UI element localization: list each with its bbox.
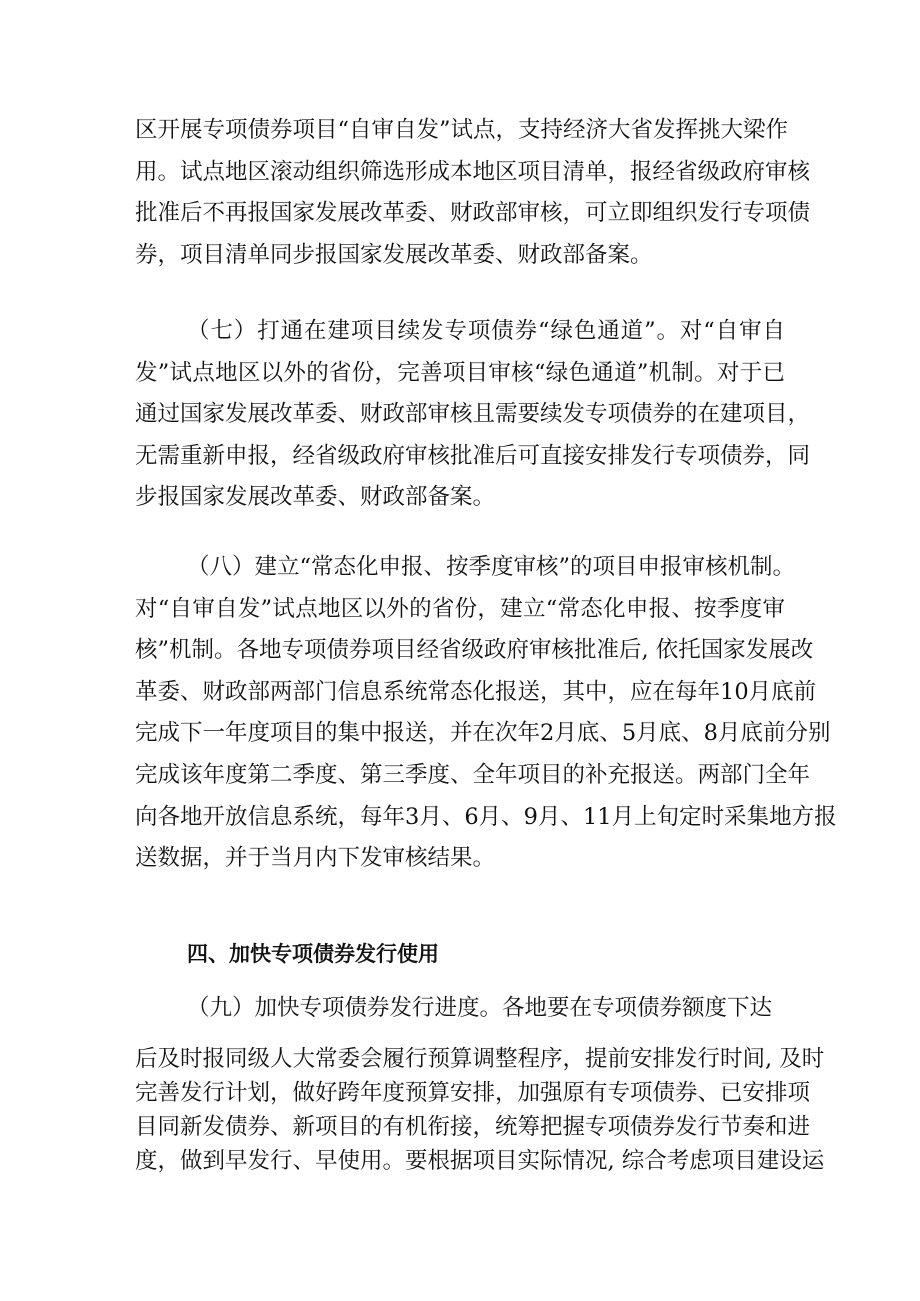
text-line: 通过国家发展改革委、财政部审核且需要续发专项债券的在建项目， [135, 401, 811, 428]
text-line: （九）加快专项债券发行进度。各地要在专项债券额度下达 [187, 995, 773, 1021]
text-line: 对“自审自发”试点地区以外的省份，建立“常态化申报、按季度审 [135, 595, 785, 622]
text-line: 区开展专项债券项目“自审自发”试点，支持经济大省发挥挑大梁作 [135, 117, 789, 143]
paragraph-item-nine-lead [135, 988, 785, 1030]
paragraph-item-seven [135, 311, 811, 519]
paragraph-item-eight [135, 547, 837, 880]
text-line: 无需重新申报，经省级政府审核批准后可直接安排发行专项债券，同 [135, 442, 811, 469]
section-heading: 四、加快专项债券发行使用 [187, 942, 439, 966]
text-line: 核”机制。各地专项债券项目经省级政府审核批准后, 依托国家发展改 [135, 637, 814, 664]
text-line: 完成下一年度项目的集中报送，并在次年2月底、5月底、8月底前分别 [135, 720, 831, 747]
text-line: 步报国家发展改革委、财政部备案。 [135, 484, 496, 511]
paragraph-pilot-program [135, 110, 811, 276]
text-line: 送数据，并于当月内下发审核结果。 [135, 845, 496, 872]
text-line: 批准后不再报国家发展改革委、财政部审核，可立即组织发行专项债 [135, 200, 811, 227]
text-line: 后及时报同级人大常委会履行预算调整程序，提前安排发行时间, 及时 [135, 1046, 825, 1072]
text-line: 向各地开放信息系统，每年3月、6月、9月、11月上旬定时采集地方报 [135, 803, 837, 830]
text-line: （八）建立“常态化申报、按季度审核”的项目申报审核机制。 [187, 554, 796, 580]
text-line: 券，项目清单同步报国家发展改革委、财政部备案。 [135, 241, 653, 268]
text-line: 度，做到早发行、早使用。要根据项目实际情况, 综合考虑项目建设运 [135, 1148, 825, 1174]
text-line: 发”试点地区以外的省份，完善项目审核“绿色通道”机制。对于已 [135, 359, 785, 386]
text-line: 目同新发债券、新项目的有机衔接，统筹把握专项债券发行节奏和进 [135, 1114, 811, 1140]
text-line: 完善发行计划，做好跨年度预算安排，加强原有专项债券、已安排项 [135, 1080, 811, 1106]
text-line: 革委、财政部两部门信息系统常态化报送，其中，应在每年10月底前 [135, 678, 817, 705]
text-line: 完成该年度第二季度、第三季度、全年项目的补充报送。两部门全年 [135, 761, 811, 788]
text-line: （七）打通在建项目续发专项债券“绿色通道”。对“自审自 [187, 318, 785, 344]
text-line: 用。试点地区滚动组织筛选形成本地区项目清单，报经省级政府审核 [135, 158, 811, 185]
paragraph-item-nine-body [135, 1042, 825, 1178]
